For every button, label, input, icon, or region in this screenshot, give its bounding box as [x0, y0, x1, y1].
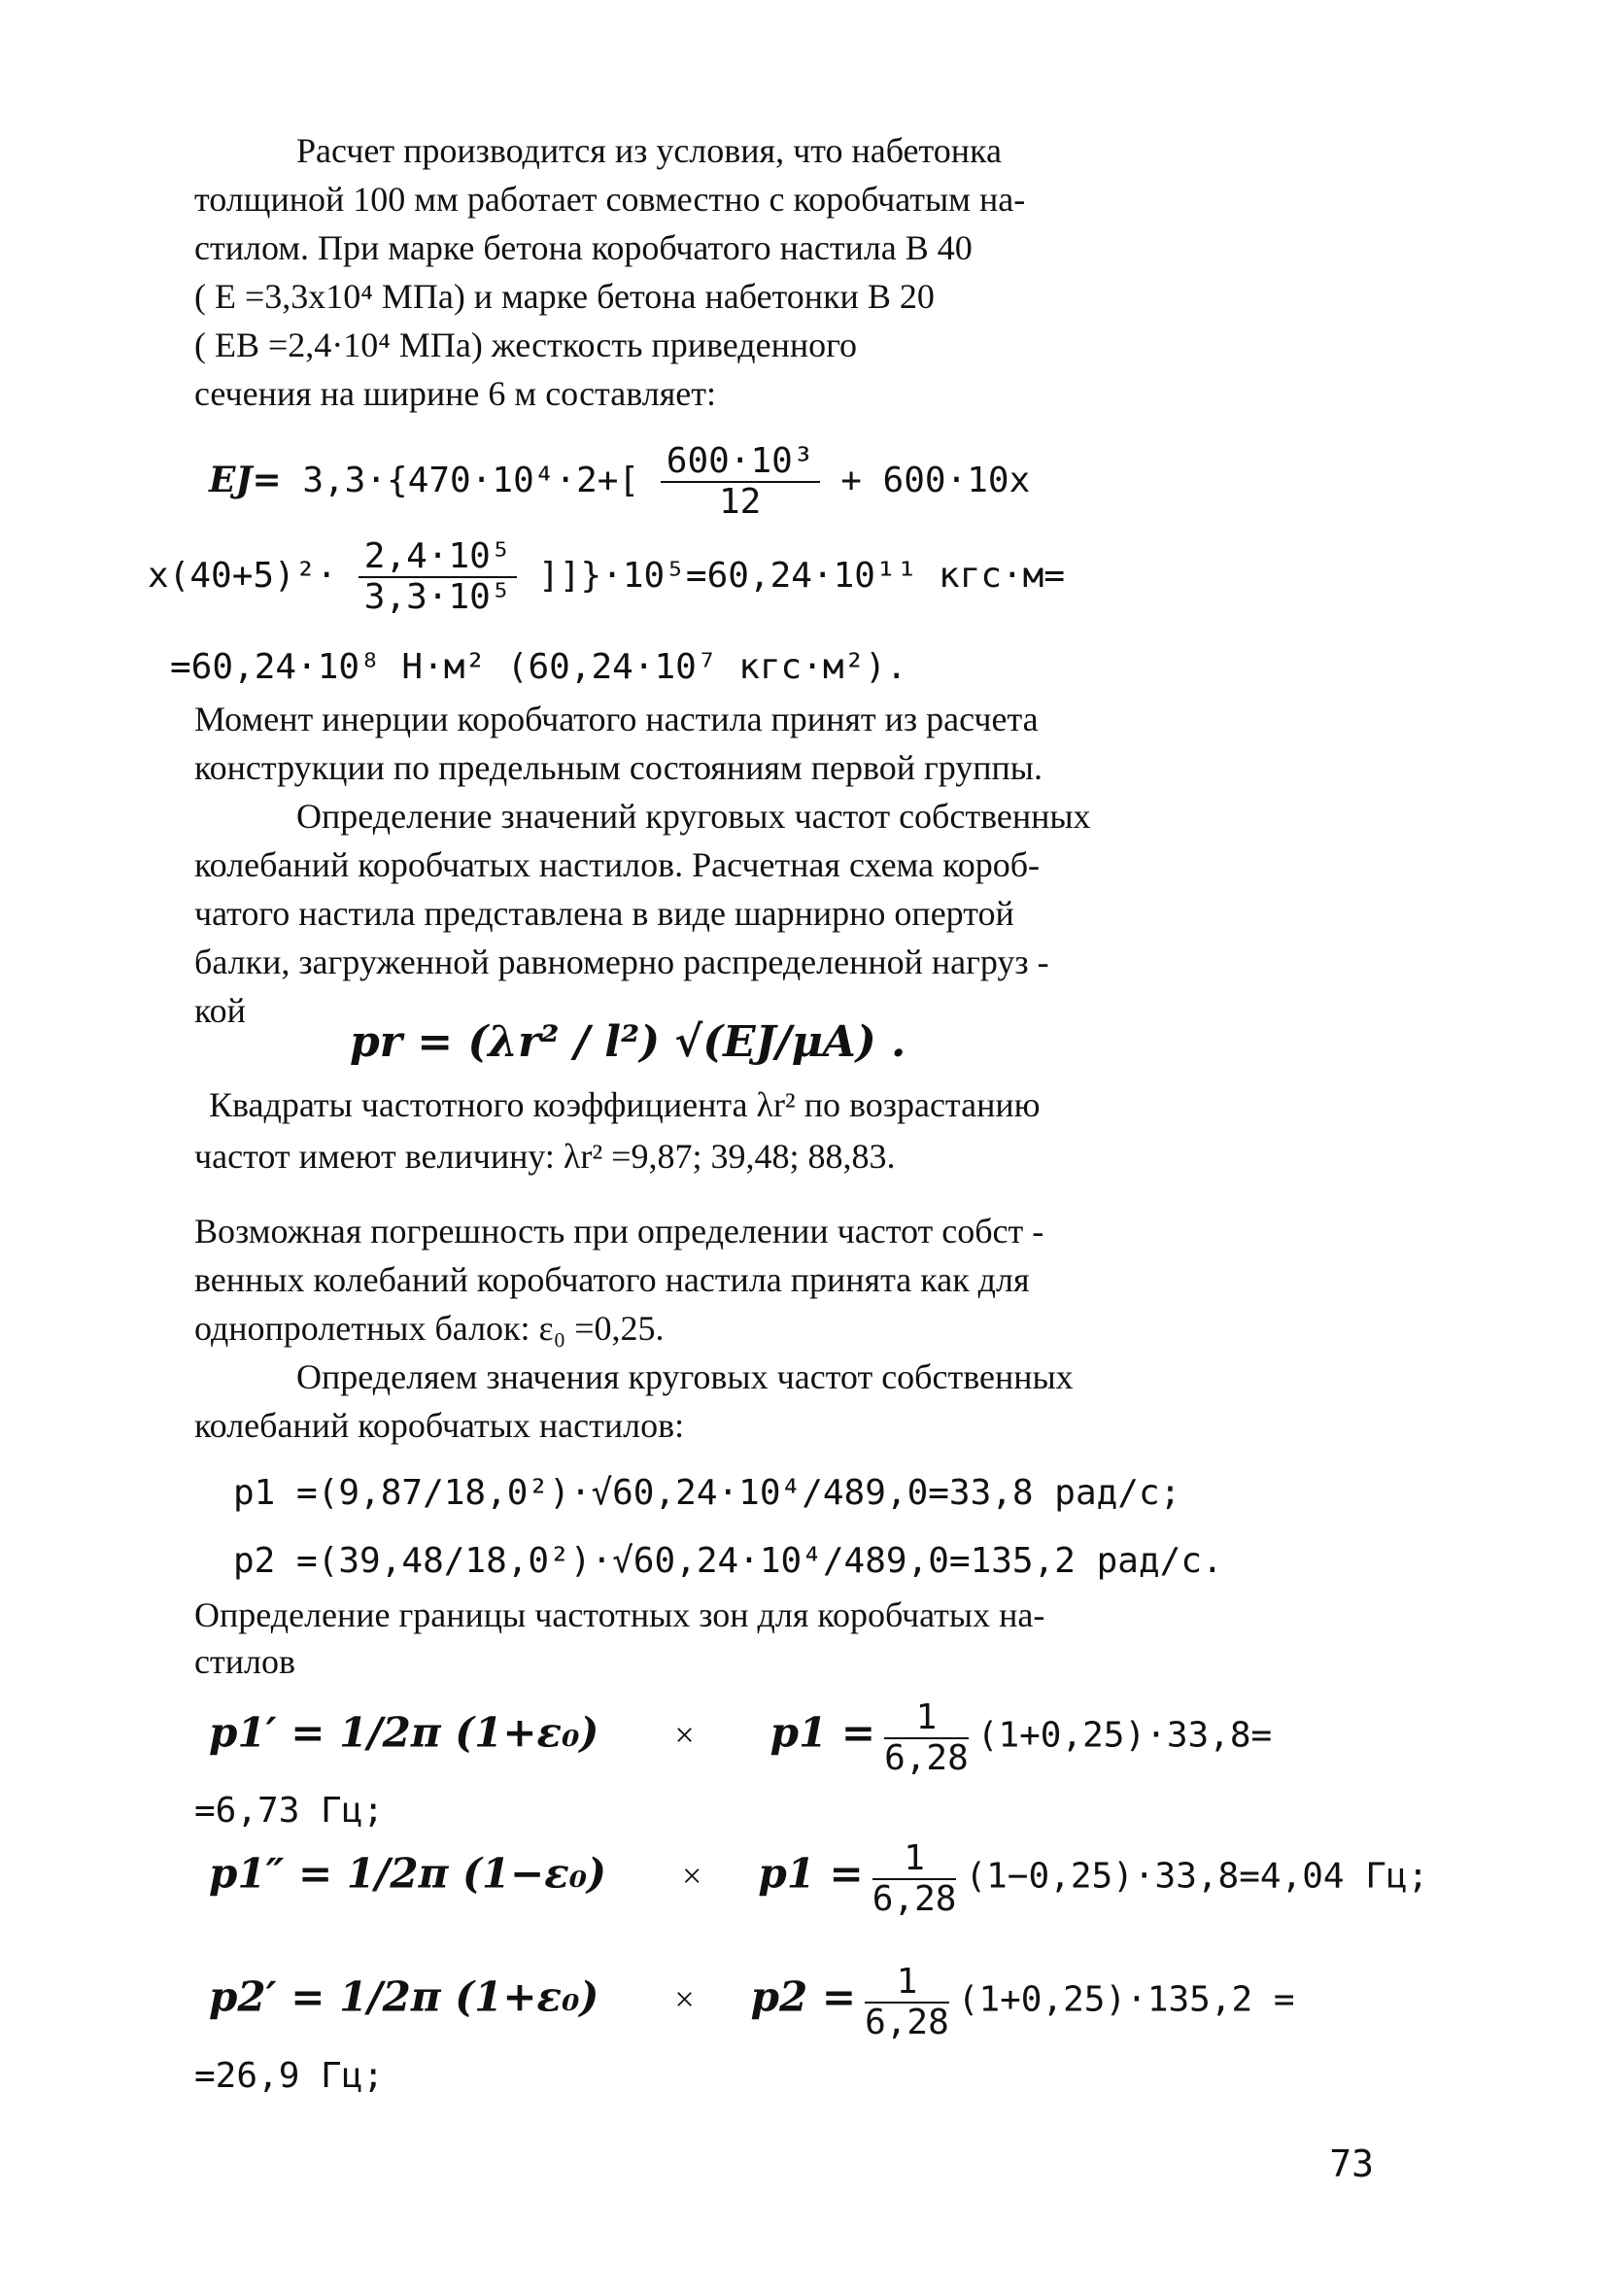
page-number: 73	[1329, 2142, 1374, 2185]
fraction-denominator: 12	[718, 482, 762, 522]
fraction-denominator: 6,28	[884, 1738, 969, 1778]
text-line: чатого настила представлена в виде шарнирно опертой	[194, 894, 1014, 933]
zone-lhs: p2′ = 1/2π (1+ε₀)	[209, 1972, 599, 2021]
eq-part: 3,3·{470·10⁴·2+[	[302, 461, 640, 500]
text-line: ( EB =2,4·10⁴ МПа) жесткость приведенного	[194, 326, 857, 364]
times-sign: ×	[682, 1856, 702, 1896]
text-line: толщиной 100 мм работает совместно с коробчатым на-	[194, 180, 1026, 219]
text-line: колебаний коробчатых настилов:	[194, 1406, 685, 1445]
zone-formula-1	[209, 1698, 1272, 1778]
text-line: частот имеют величину: λr² =9,87; 39,48; 88,83.	[194, 1137, 896, 1176]
text-line: стилов	[194, 1642, 295, 1681]
zone-lhs: p1″ = 1/2π (1−ε₀)	[209, 1849, 607, 1898]
fraction-denominator: 3,3·10⁵	[363, 577, 512, 617]
eq-lhs: EJ=	[209, 460, 282, 500]
text-line: ( E =3,3x10⁴ МПа) и марке бетона набетонки B 20	[194, 277, 935, 316]
zone-rhs: p1 =	[769, 1708, 876, 1757]
eq-part: + 600·10x	[840, 461, 1031, 500]
fraction	[359, 537, 518, 617]
fraction	[884, 1698, 969, 1778]
text-line: сечения на ширине 6 м составляет:	[194, 374, 716, 413]
zone-formula-2	[209, 1839, 1428, 1919]
zone-tail: (1+0,25)·33,8=	[976, 1715, 1273, 1756]
text-line: Определение границы частотных зон для коробчатых на-	[194, 1595, 1045, 1634]
fraction-denominator: 6,28	[872, 1879, 957, 1919]
equation-p1: p1 =(9,87/18,0²)·√60,24·10⁴/489,0=33,8 рад/с;	[233, 1473, 1181, 1513]
text-line: стилом. При марке бетона коробчатого настила B 40	[194, 228, 973, 267]
text-line: Момент инерции коробчатого настила принят из расчета	[194, 700, 1039, 738]
text-line: Возможная погрешность при определении частот собст -	[194, 1212, 1044, 1251]
eq-part: x(40+5)²·	[148, 556, 338, 596]
fraction-denominator: 6,28	[865, 2003, 949, 2042]
text-line: Определяем значения круговых частот собственных	[296, 1357, 1074, 1396]
equation-ej-cont	[148, 537, 1065, 617]
eq-part: ]]}·10⁵=60,24·10¹¹ кгс·м=	[538, 556, 1066, 596]
times-sign: ×	[674, 1979, 695, 2019]
text-line: конструкции по предельным состояниям первой группы.	[194, 748, 1043, 787]
zone-lhs: p1′ = 1/2π (1+ε₀)	[209, 1708, 599, 1757]
fraction-numerator: 1	[884, 1698, 969, 1739]
fraction	[865, 1963, 949, 2042]
zone-result: =6,73 Гц;	[194, 1791, 385, 1831]
text-line: колебаний коробчатых настилов. Расчетная схема короб-	[194, 845, 1041, 884]
zone-tail: (1−0,25)·33,8=4,04 Гц;	[965, 1856, 1429, 1897]
text-line: Определение значений круговых частот собственных	[296, 797, 1091, 836]
text-line: Квадраты частотного коэффициента λr² по возрастанию	[209, 1085, 1041, 1124]
zone-result: =26,9 Гц;	[194, 2056, 385, 2096]
fraction-numerator: 2,4·10⁵	[359, 537, 518, 578]
equation-ej-result: =60,24·10⁸ Н·м² (60,24·10⁷ кгс·м²).	[170, 647, 907, 687]
text-line: балки, загруженной равномерно распределенной нагруз -	[194, 942, 1049, 981]
equation-ej	[209, 442, 1030, 522]
text-line: кой	[194, 991, 246, 1030]
text-line: венных колебаний коробчатого настила принята как для	[194, 1260, 1030, 1299]
fraction	[661, 442, 820, 522]
zone-rhs: p2 =	[750, 1972, 857, 2021]
zone-rhs: p1 =	[758, 1849, 864, 1898]
zone-tail: (1+0,25)·135,2 =	[957, 1979, 1295, 2020]
times-sign: ×	[674, 1715, 695, 1755]
fraction-numerator: 600·10³	[661, 442, 820, 483]
formula-pr: pr = (λr² / l²) √(EJ/μA) .	[350, 1017, 906, 1067]
text-line: однопролетных балок: ε₀ =0,25.	[194, 1309, 665, 1348]
equation-p2: p2 =(39,48/18,0²)·√60,24·10⁴/489,0=135,2 рад/с.	[233, 1541, 1223, 1581]
text-line: Расчет производится из условия, что набетонка	[296, 131, 1002, 170]
zone-formula-3	[209, 1963, 1295, 2042]
fraction-numerator: 1	[872, 1839, 957, 1880]
fraction	[872, 1839, 957, 1919]
fraction-numerator: 1	[865, 1963, 949, 2004]
